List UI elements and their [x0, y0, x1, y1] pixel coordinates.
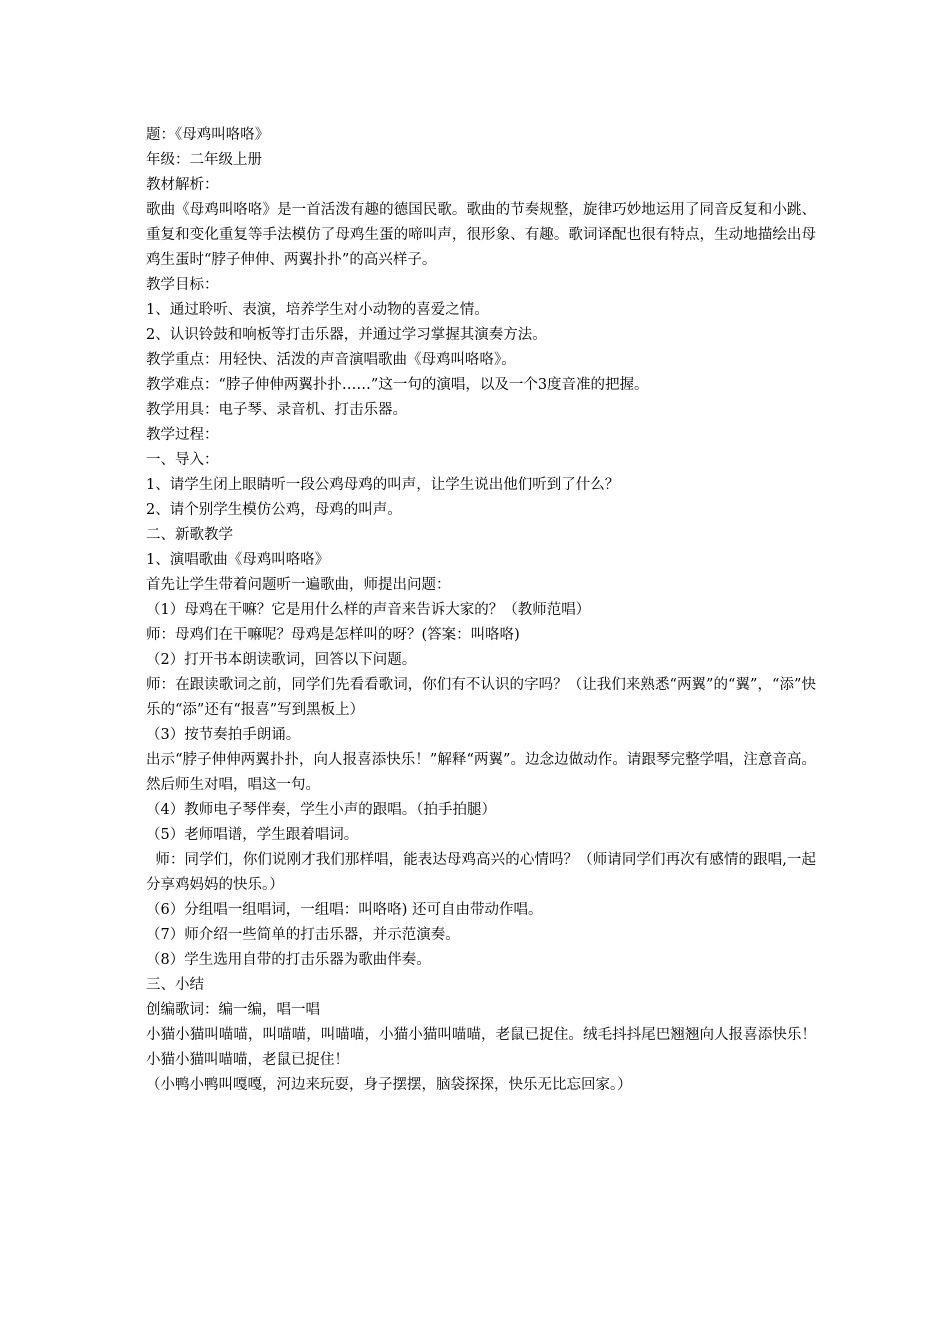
new-song-item-1: 1、演唱歌曲《母鸡叫咯咯》	[146, 552, 330, 568]
document-page	[146, 123, 816, 1098]
teaching-tools-line: 教学用具：电子琴、录音机、打击乐器。	[146, 402, 407, 418]
step-8: （8）学生选用自带的打击乐器为歌曲伴奏。	[146, 952, 431, 968]
step-1: （1）母鸡在干嘛？它是用什么样的声音来告诉大家的？（教师范唱）	[146, 602, 591, 618]
step-6: （6）分组唱一组唱词，一组唱：叫咯咯) 还可自由带动作唱。	[146, 902, 543, 918]
teacher-question-1: 师：母鸡们在干嘛呢？母鸡是怎样叫的呀？(答案：叫咯咯)	[146, 627, 520, 643]
goal-item-2: 2、认识铃鼓和响板等打击乐器，并通过学习掌握其演奏方法。	[146, 327, 547, 343]
step-4: （4）教师电子琴伴奏，学生小声的跟唱。（拍手拍腿）	[146, 802, 496, 818]
intro-item-1: 1、请学生闭上眼睛听一段公鸡母鸡的叫声，让学生说出他们听到了什么？	[146, 477, 620, 493]
material-analysis-heading: 教材解析：	[146, 177, 219, 193]
goal-item-1: 1、通过聆听、表演，培养学生对小动物的喜爱之情。	[146, 302, 489, 318]
step-3: （3）按节奏拍手朗诵。	[146, 727, 301, 743]
step-7: （7）师介绍一些简单的打击乐器，并示范演奏。	[146, 927, 460, 943]
intro-item-2: 2、请个别学生模仿公鸡，母鸡的叫声。	[146, 502, 402, 518]
listen-question-intro: 首先让学生带着问题听一遍歌曲，师提出问题：	[146, 577, 451, 593]
teaching-focus-line: 教学重点：用轻快、活泼的声音演唱歌曲《母鸡叫咯咯》。	[146, 352, 516, 368]
teaching-process-heading: 教学过程：	[146, 427, 219, 443]
create-lyrics-line: 创编歌词：编一编，唱一唱	[146, 1002, 320, 1018]
teacher-question-3: 师：同学们，你们说刚才我们那样唱，能表达母鸡高兴的心情吗？（师请同学们再次有感情的跟唱,一起分享鸡妈妈的快乐。）	[146, 852, 816, 893]
material-analysis-paragraph: 歌曲《母鸡叫咯咯》是一首活泼有趣的德国民歌。歌曲的节奏规整，旋律巧妙地运用了同音反复和小跳、重复和变化重复等手法模仿了母鸡生蛋的啼叫声，很形象、有趣。歌词译配也很有特点，生动地描绘出母鸡生蛋时“脖子伸伸、两翼扑扑”的高兴样子。	[146, 202, 816, 268]
show-lyrics-paragraph: 出示“脖子伸伸两翼扑扑，向人报喜添快乐！”解释“两翼”。边念边做动作。请跟琴完整学唱，注意音高。然后师生对唱，唱这一句。	[146, 752, 816, 793]
teaching-goals-heading: 教学目标：	[146, 277, 219, 293]
step-2: （2）打开书本朗读歌词，回答以下问题。	[146, 652, 417, 668]
step-5: （5）老师唱谱，学生跟着唱词。	[146, 827, 359, 843]
grade-line: 年级：二年级上册	[146, 152, 262, 168]
section-intro-heading: 一、导入：	[146, 452, 219, 468]
duck-lyrics-line: （小鸭小鸭叫嘎嘎，河边来玩耍，身子摆摆，脑袋探探，快乐无比忘回家。）	[146, 1077, 632, 1093]
teaching-difficulty-line: 教学难点：“脖子伸伸两翼扑扑……”这一句的演唱，以及一个3度音准的把握。	[146, 377, 649, 393]
section-new-song-heading: 二、新歌教学	[146, 527, 233, 543]
cat-lyrics-paragraph: 小猫小猫叫喵喵，叫喵喵，叫喵喵，小猫小猫叫喵喵，老鼠已捉住。绒毛抖抖尾巴翘翘向人报喜添快乐！小猫小猫叫喵喵，老鼠已捉住！	[146, 1027, 816, 1068]
lesson-title: 题：《母鸡叫咯咯》	[146, 127, 270, 143]
section-summary-heading: 三、小结	[146, 977, 204, 993]
teacher-question-2: 师：在跟读歌词之前，同学们先看看歌词，你们有不认识的字吗？（让我们来熟悉“两翼”的“翼”，“添”快乐的“添”还有“报喜”写到黑板上）	[146, 677, 816, 718]
